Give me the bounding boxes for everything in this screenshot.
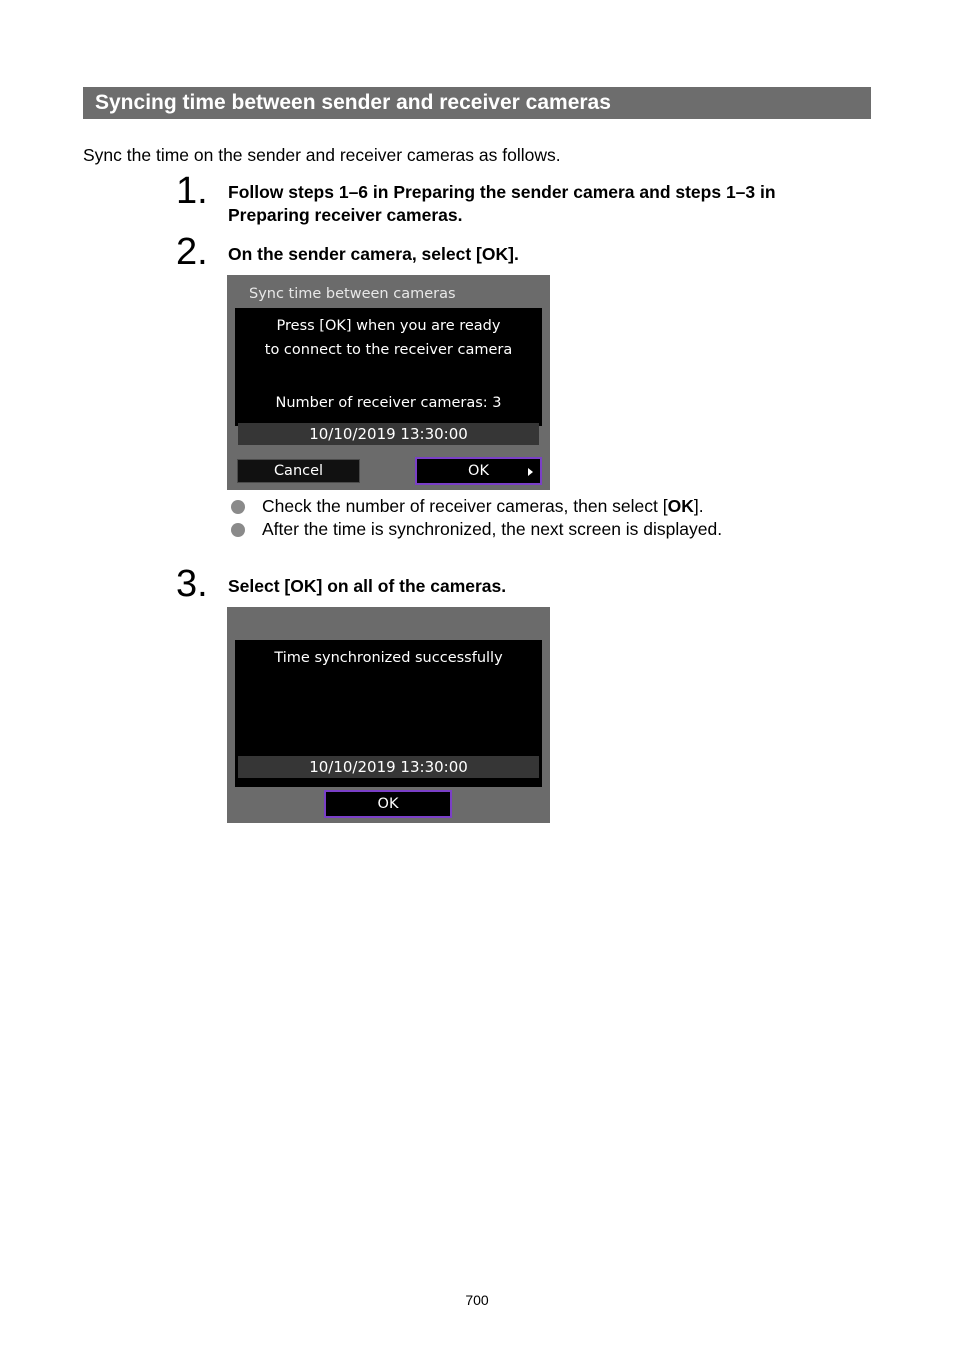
camera-screen-success (227, 607, 550, 823)
step-3-text: Select [OK] on all of the cameras. (228, 576, 507, 596)
bullet-1-ok-bold: OK (667, 496, 694, 516)
bullet-1-text-after: ]. (693, 496, 704, 516)
sync-success-message: Time synchronized successfully (274, 650, 503, 666)
step-3-number: 3. (176, 563, 208, 605)
camera-datetime: 10/10/2019 13:30:00 (238, 423, 539, 445)
bullet-dot-icon (231, 500, 245, 514)
bullet-item-2 (230, 518, 722, 541)
section-title: Syncing time between sender and receiver cameras (83, 87, 871, 119)
ok-button-label: OK (468, 463, 489, 479)
camera-screen-sync (227, 275, 550, 490)
camera-screen-title: Sync time between cameras (249, 286, 456, 302)
bullet-2-text: After the time is synchronized, the next screen is displayed. (262, 519, 723, 539)
receiver-count: Number of receiver cameras: 3 (275, 395, 502, 411)
camera-success-panel (235, 640, 542, 787)
bullet-item-1 (230, 495, 722, 518)
bullet-1-text-before: Check the number of receiver cameras, then select [ (262, 496, 668, 516)
intro-text: Sync the time on the sender and receiver cameras as follows. (83, 145, 561, 165)
camera-message-panel (235, 308, 542, 443)
step-1-text (228, 181, 848, 227)
page-number: 700 (465, 1292, 489, 1308)
bullet-dot-icon (231, 523, 245, 537)
camera-datetime-2: 10/10/2019 13:30:00 (238, 756, 539, 778)
step-1-number: 1. (176, 170, 208, 212)
step-2-number: 2. (176, 231, 208, 273)
cancel-button[interactable]: Cancel (237, 459, 360, 483)
camera-message-line-1: Press [OK] when you are ready (276, 318, 501, 334)
step-1-line-2: Preparing receiver cameras. (228, 205, 463, 225)
bullet-list (230, 495, 722, 541)
arrow-right-icon (528, 468, 533, 476)
ok-button[interactable] (415, 457, 542, 485)
step-1-line-1: Follow steps 1–6 in Preparing the sender camera and steps 1–3 in (228, 182, 776, 202)
camera-message-line-2: to connect to the receiver camera (264, 342, 513, 358)
step-2-text: On the sender camera, select [OK]. (228, 244, 519, 264)
ok-button-2[interactable]: OK (324, 790, 452, 818)
